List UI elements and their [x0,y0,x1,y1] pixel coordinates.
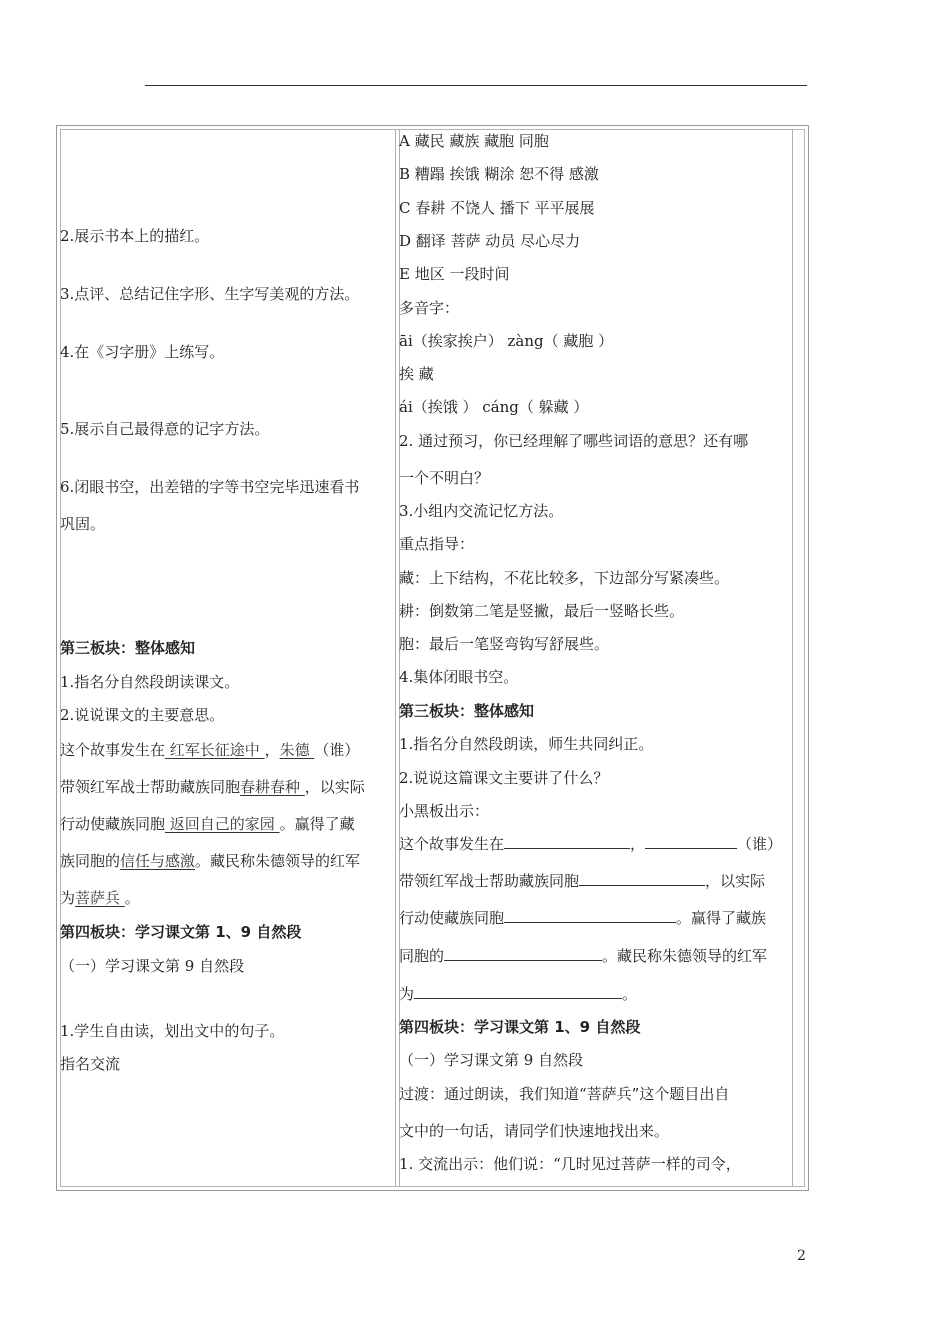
text: 行动使藏族同胞 [60,815,166,833]
text: 。赢得了藏 [279,815,355,833]
blank-action[interactable] [504,908,676,923]
left-summary-line-2 [60,777,365,797]
focus-heading: 重点指导： [399,535,475,553]
page-number: 2 [797,1248,806,1264]
blank-who[interactable] [645,834,737,849]
fill-blank-line-1 [399,834,782,854]
focus-item-1: 藏：上下结构，不花比较多，下边部分写紧凑些。 [399,569,730,587]
text: 同胞的 [399,947,445,965]
left-step-4: 4.在《习字册》上练写。 [60,343,225,361]
left-summary-line-3 [60,814,355,834]
left-read-item-1: 1.学生自由读，划出文中的句子。 [60,1022,285,1040]
text: ， [630,835,646,853]
answer-help: 春耕春种 [240,778,305,796]
left-s3-item-1: 1.指名分自然段朗读课文。 [60,673,240,691]
right-section-3-heading: 第三板块：整体感知 [399,702,535,720]
transition-text-cont: 文中的一句话，请同学们快速地找出来。 [399,1122,670,1140]
left-summary-line-5 [60,888,140,908]
left-section-3-heading: 第三板块：整体感知 [60,639,196,657]
left-s3-item-2: 2.说说课文的主要意思。 [60,706,225,724]
blank-title[interactable] [414,984,622,999]
column-divider [395,129,396,1187]
left-read-item-2: 指名交流 [60,1055,121,1073]
fill-blank-line-4 [399,946,767,966]
focus-item-3: 胞：最后一笔竖弯钩写舒展些。 [399,635,610,653]
left-step-6-cont: 巩固。 [60,515,106,533]
text: 为 [399,985,415,1003]
text: 行动使藏族同胞 [399,909,505,927]
right-border-line [792,129,793,1187]
fill-blank-line-3 [399,908,766,928]
right-s3-item-2: 2.说说这篇课文主要讲了什么？ [399,769,609,787]
text: 。 [622,985,638,1003]
left-step-2: 2.展示书本上的描红。 [60,227,210,245]
left-summary-line-4 [60,851,360,871]
header-rule [145,85,807,86]
word-group-c: C 春耕 不饶人 播下 平平展展 [399,199,595,217]
polyphone-line-2: 挨 藏 [399,365,434,383]
left-step-5: 5.展示自己最得意的记字方法。 [60,420,270,438]
left-summary-line-1 [60,740,359,760]
question-2-cont: 一个不明白？ [399,469,490,487]
text: ，以实际 [705,872,766,890]
polyphone-heading: 多音字： [399,299,460,317]
transition-text: 过渡：通过朗读，我们知道“菩萨兵”这个题目出自 [399,1085,730,1103]
polyphone-line-1: āi（挨家挨户） zàng（ 藏胞 ） [399,332,614,350]
fill-blank-line-2 [399,871,765,891]
answer-title: 菩萨兵 [75,889,125,907]
answer-trust: 信任与感激 [120,852,196,870]
text: 为 [60,889,76,907]
polyphone-line-3: ái（挨饿 ） cáng（ 躲藏 ） [399,398,589,416]
text: 。赢得了藏族 [676,909,767,927]
blank-place[interactable] [504,834,630,849]
text: 。 [124,889,140,907]
left-section-4-heading: 第四板块：学习课文第 1、9 自然段 [60,923,302,941]
answer-action: 返回自己的家园 [165,815,280,833]
text: ， [264,741,280,759]
answer-who: 朱德 [279,741,315,759]
right-s3-item-1: 1.指名分自然段朗读，师生共同纠正。 [399,735,654,753]
text: 这个故事发生在 [399,835,505,853]
text: 带领红军战士帮助藏族同胞 [399,872,580,890]
text: 这个故事发生在 [60,741,166,759]
focus-item-2: 耕：倒数第二笔是竖撇，最后一竖略长些。 [399,602,685,620]
word-group-d: D 翻译 菩萨 动员 尽心尽力 [399,232,581,250]
blank-help[interactable] [579,871,705,886]
text: 带领红军战士帮助藏族同胞 [60,778,241,796]
text: 。藏民称朱德领导的红军 [195,852,361,870]
question-2: 2. 通过预习，你已经理解了哪些词语的意思？还有哪 [399,432,749,450]
text: （谁） [314,741,360,759]
blank-trust[interactable] [444,946,602,961]
question-3: 3.小组内交流记忆方法。 [399,502,564,520]
left-subsection-1: （一）学习课文第 9 自然段 [60,957,245,975]
right-subsection-1: （一）学习课文第 9 自然段 [399,1051,584,1069]
answer-place: 红军长征途中 [165,741,265,759]
text: 。藏民称朱德领导的红军 [602,947,768,965]
blackboard-heading: 小黑板出示： [399,802,490,820]
text: 族同胞的 [60,852,121,870]
exchange-item-1: 1. 交流出示：他们说：“几时见过菩萨一样的司令， [399,1155,741,1173]
right-section-4-heading: 第四板块：学习课文第 1、9 自然段 [399,1018,641,1036]
left-step-3: 3.点评、总结记住字形、生字写美观的方法。 [60,285,360,303]
left-step-6: 6.闭眼书空，出差错的字等书空完毕迅速看书 [60,478,360,496]
word-group-e: E 地区 一段时间 [399,265,510,283]
text: （谁） [737,835,783,853]
word-group-a: A 藏民 藏族 藏胞 同胞 [399,132,549,150]
word-group-b: B 糟蹋 挨饿 糊涂 恕不得 感激 [399,165,599,183]
fill-blank-line-5 [399,984,637,1004]
text: ，以实际 [304,778,365,796]
question-4: 4.集体闭眼书空。 [399,668,519,686]
